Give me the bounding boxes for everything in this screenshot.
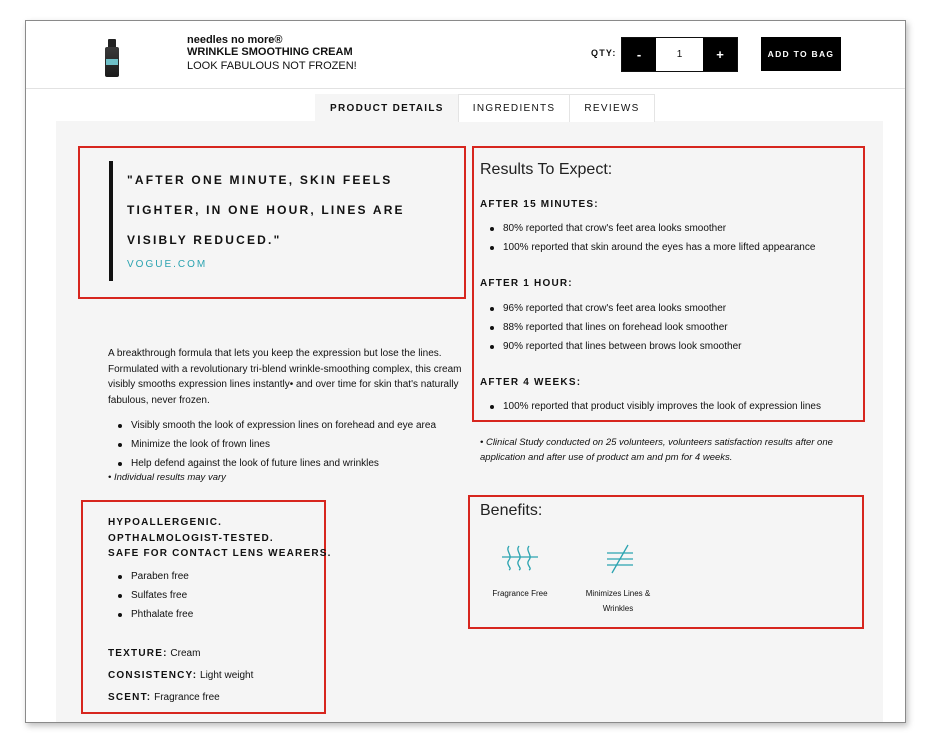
list-item: 90% reported that lines between brows look smoother (480, 337, 741, 356)
scent-label: SCENT: (108, 692, 152, 703)
quote-text: "AFTER ONE MINUTE, SKIN FEELS TIGHTER, IN ONE HOUR, LINES ARE VISIBLY REDUCED." (127, 173, 405, 247)
scent-value: Fragrance free (154, 692, 220, 703)
safety-line: OPTHALMOLOGIST-TESTED. (108, 532, 274, 544)
tab-reviews[interactable]: REVIEWS (569, 94, 654, 122)
product-thumbnail[interactable] (104, 39, 120, 79)
results-title: Results To Expect: (480, 161, 613, 178)
claims-list (108, 416, 464, 473)
qty-label: QTY: (591, 48, 617, 58)
clinical-study-note: • Clinical Study conducted on 25 volunteers, volunteers satisfaction results after one application and after use of product am and pm for 4 weeks. (480, 437, 833, 463)
sticky-product-header (26, 21, 905, 89)
list-item: 100% reported that skin around the eyes has a more lifted appearance (480, 238, 815, 257)
list-item: Minimize the look of frown lines (108, 435, 464, 454)
results-list (480, 219, 815, 257)
individual-results-note: • Individual results may vary (108, 472, 226, 483)
results-list (480, 397, 821, 416)
qty-decrease-button[interactable]: - (622, 38, 656, 71)
safety-line: HYPOALLERGENIC. (108, 517, 223, 528)
benefit-label-line: Minimizes Lines & (585, 589, 651, 598)
qty-increase-button[interactable]: + (703, 38, 737, 71)
quote-source-link[interactable]: VOGUE.COM (127, 259, 208, 270)
list-item: 88% reported that lines on forehead look smoother (480, 318, 741, 337)
list-item: 100% reported that product visibly improves the look of expression lines (480, 397, 821, 416)
benefit-label (578, 586, 658, 616)
not-equal-lines-icon (604, 543, 636, 580)
product-tabs (315, 94, 654, 122)
tab-ingredients[interactable]: INGREDIENTS (458, 94, 571, 122)
consistency-value: Light weight (200, 670, 254, 681)
product-name: WRINKLE SMOOTHING CREAM (187, 46, 353, 58)
list-item: 96% reported that crow's feet area looks smoother (480, 299, 741, 318)
free-of-list (108, 567, 193, 624)
brand-name: needles no more® (187, 34, 283, 46)
results-heading: AFTER 15 MINUTES: (480, 199, 599, 210)
quantity-stepper (621, 37, 738, 72)
benefits-title: Benefits: (480, 502, 543, 519)
list-item: Phthalate free (108, 605, 193, 624)
consistency-row (108, 670, 253, 681)
product-tagline: LOOK FABULOUS NOT FROZEN! (187, 60, 357, 72)
results-heading: AFTER 4 WEEKS: (480, 377, 582, 388)
consistency-label: CONSISTENCY: (108, 670, 198, 681)
scent-row (108, 692, 220, 703)
page-frame (25, 20, 906, 723)
list-item: 80% reported that crow's feet area looks smoother (480, 219, 815, 238)
safety-line: SAFE FOR CONTACT LENS WEARERS. (108, 548, 332, 559)
fragrance-free-icon (500, 543, 540, 576)
results-list (480, 299, 741, 356)
texture-row (108, 648, 200, 659)
tab-product-details[interactable]: PRODUCT DETAILS (315, 94, 459, 122)
benefit-label: Fragrance Free (492, 589, 548, 598)
press-quote (109, 161, 449, 281)
safety-claims (108, 515, 332, 562)
list-item: Paraben free (108, 567, 193, 586)
list-item: Sulfates free (108, 586, 193, 605)
product-description: A breakthrough formula that lets you keep the expression but lose the lines. Formulated with a revolutionary tri-blend wrinkle-smoothing complex, this cream visibly smooths expression lines instantly• and over time for skin that's naturally fabulous, never frozen. (108, 348, 462, 406)
list-item: Help defend against the look of future lines and wrinkles (108, 454, 464, 473)
results-heading: AFTER 1 HOUR: (480, 278, 573, 289)
benefit-label-line: Wrinkles (602, 604, 634, 613)
texture-value: Cream (170, 648, 201, 659)
qty-input[interactable]: 1 (656, 38, 703, 71)
add-to-bag-button[interactable]: ADD TO BAG (761, 37, 841, 71)
texture-label: TEXTURE: (108, 648, 168, 659)
list-item: Visibly smooth the look of expression lines on forehead and eye area (108, 416, 464, 435)
